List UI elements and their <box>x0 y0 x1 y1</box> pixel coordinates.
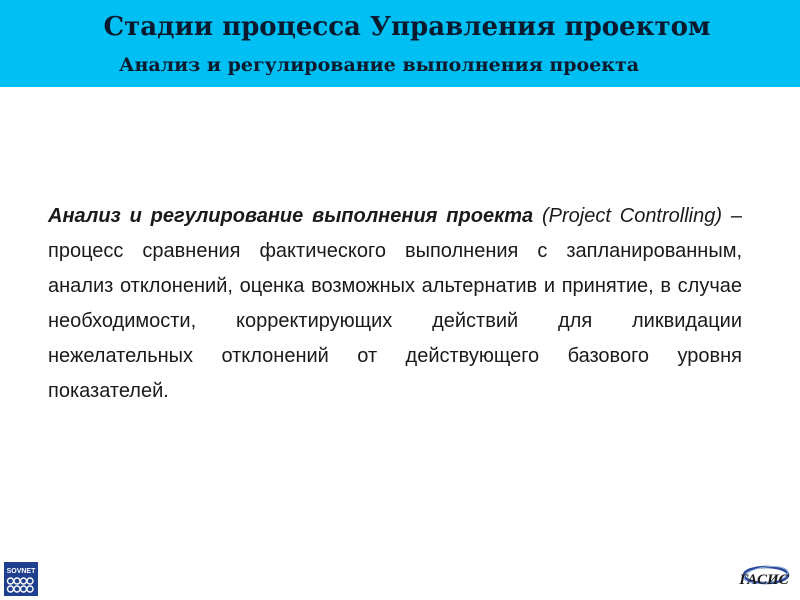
definition-term: Анализ и регулирование выполнения проекта <box>48 205 534 227</box>
definition-text: – процесс сравнения фактического выполнения с запланированным, анализ отклонений, оценка возможных альтернатив и принятие, в случае необходимости, корректирующих действий для ликвидации нежелательных отклонений от действующего базового уровня показателей. <box>48 205 742 402</box>
slide-subtitle: Анализ и регулирование выполнения проекта <box>119 54 640 76</box>
sovnet-logo-text: SOVNET <box>6 568 36 575</box>
definition-english-term: (Project Controlling) <box>541 205 723 227</box>
gasis-logo <box>736 562 792 592</box>
definition-paragraph <box>48 199 742 409</box>
slide-title: Стадии процесса Управления проектом <box>103 12 711 42</box>
sovnet-logo <box>4 562 38 596</box>
header-band <box>0 0 800 87</box>
gasis-logo-text: ГАСИС <box>739 572 789 588</box>
